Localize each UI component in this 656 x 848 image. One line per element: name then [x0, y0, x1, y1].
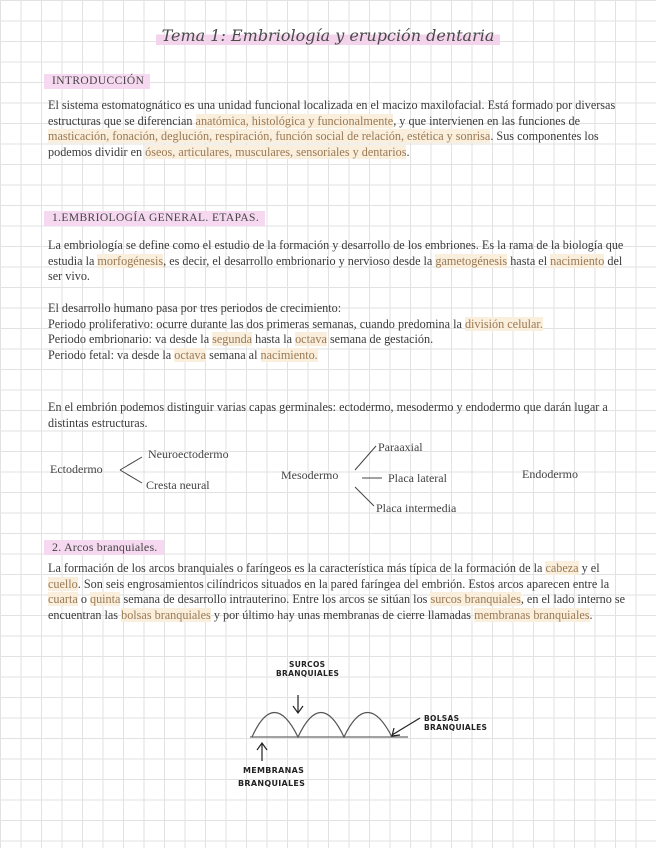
- periodos-paragraph: El desarrollo humano pasa por tres periodos de crecimiento: Periodo proliferativo: ocurre durante las dos primeras semanas, cuando predomina la división celular. Periodo embrionario: va desde la segunda hasta la octava semana de gestación. Periodo fetal: va desde la octava semana al nacimiento.: [48, 301, 630, 363]
- section-heading-intro: INTRODUCCIÓN: [44, 74, 150, 89]
- arch-curves: [252, 713, 392, 738]
- intro-paragraph: El sistema estomatognático es una unidad funcional localizada en el macizo maxilofacial. Está formado por diversas estructuras que se diferencian anatómica, histológica y funcionalmente, y que intervienen en las funciones de masticación, fonación, deglución, respiración, función social de relación, estética y sonrisa. Sus componentes los podemos dividir en óseos, articulares, musculares, sensoriales y dentarios.: [48, 98, 616, 159]
- ecto-branch-lines: [120, 457, 142, 483]
- arcos-paragraph: La formación de los arcos branquiales o faríngeos es la característica más típica de la formación de la cabeza y el cuello. Son seis engrosamientos cilíndricos situados en la pared faríngea del embrión. Estos arcos aparecen entre la cuarta o quinta semana de desarrollo intrauterino. Entre los arcos se sitúan los surcos branquiales, en el lado interno se encuentran las bolsas branquiales y por último hay unas membranas de cierre llamadas membranas branquiales.: [48, 561, 626, 622]
- label-placa-lateral: Placa lateral: [388, 471, 447, 485]
- meso-branch-lines: [355, 446, 382, 506]
- label-placa-intermedia: Placa intermedia: [376, 501, 457, 515]
- label-paraaxial: Paraaxial: [378, 440, 423, 454]
- periodo-proliferativo: Periodo proliferativo: ocurre durante las dos primeras semanas, cuando predomina la división celular.: [48, 316, 543, 331]
- label-surcos-branquiales: SURCOS BRANQUIALES: [276, 660, 340, 678]
- surcos-arrow-icon: [293, 695, 303, 713]
- label-neuroectodermo: Neuroectodermo: [148, 447, 229, 461]
- membranas-arrow-icon: [257, 743, 267, 761]
- section-heading-arcos: 2. Arcos branquiales.: [44, 540, 164, 555]
- label-membranas-branquiales: MEMBRANAS BRANQUIALES: [238, 766, 306, 788]
- section-heading-embriologia: 1.EMBRIOLOGÍA GENERAL. ETAPAS.: [44, 211, 265, 226]
- label-ectodermo: Ectodermo: [50, 462, 103, 476]
- embriologia-paragraph: La embriología se define como el estudio de la formación y desarrollo de los embriones. Es la rama de la biología que estudia la morfogénesis, es decir, el desarrollo embrionario y nervioso desde la gametogénesis hasta el nacimiento del ser vivo.: [48, 238, 624, 284]
- label-cresta-neural: Cresta neural: [146, 478, 210, 492]
- capas-paragraph: En el embrión podemos distinguir varias capas germinales: ectodermo, mesodermo y endodermo que darán lugar a distintas estructuras.: [48, 400, 608, 430]
- label-bolsas-branquiales: BOLSAS BRANQUIALES: [424, 714, 488, 732]
- label-mesodermo: Mesodermo: [281, 468, 339, 482]
- bolsas-arrow-icon: [392, 718, 420, 736]
- periodo-embrionario: Periodo embrionario: va desde la segunda hasta la octava semana de gestación.: [48, 332, 434, 347]
- periodo-fetal: Periodo fetal: va desde la octava semana al nacimiento.: [48, 347, 318, 362]
- page-title: Tema 1: Embriología y erupción dentaria: [0, 26, 656, 45]
- label-endodermo: Endodermo: [522, 467, 578, 481]
